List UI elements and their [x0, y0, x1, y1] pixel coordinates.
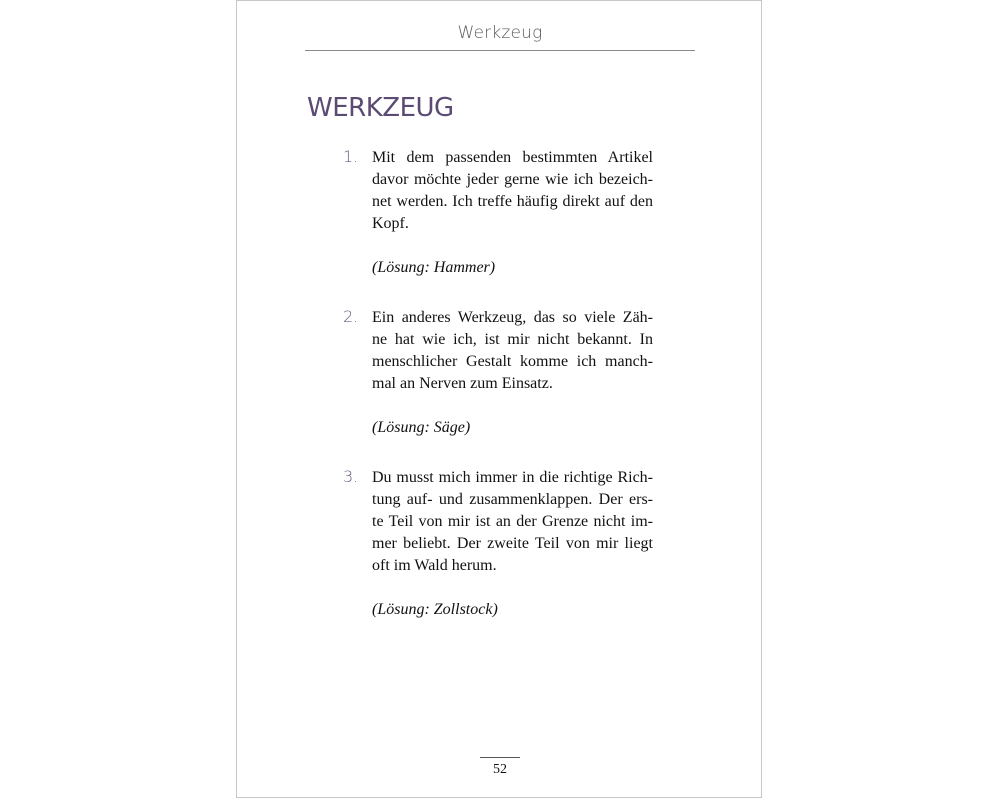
folio-rule — [480, 757, 520, 758]
riddle-line: tung auf- und zusammenklappen. Der ers- — [372, 491, 653, 508]
riddle-line: menschlicher Gestalt komme ich manch- — [372, 353, 653, 370]
page-number: 52 — [493, 762, 507, 777]
riddle-line: mer beliebt. Der zweite Teil von mir liegt — [372, 535, 653, 552]
running-head-rule — [305, 50, 695, 51]
riddle-line: davor möchte jeder gerne wie ich bezeich- — [372, 171, 653, 188]
riddle-line: Kopf. — [372, 215, 409, 232]
riddle-line: mal an Nerven zum Einsatz. — [372, 375, 553, 392]
book-page — [236, 0, 762, 798]
riddle-text — [372, 147, 653, 235]
running-head: Werkzeug — [457, 23, 543, 43]
riddle-number: 2. — [343, 307, 359, 326]
riddle-number: 1. — [343, 147, 359, 166]
riddle-solution: (Lösung: Hammer) — [372, 259, 496, 276]
riddle-item — [343, 467, 653, 621]
riddle-list — [343, 147, 653, 649]
riddle-line: ne hat wie ich, ist mir nicht bekannt. In — [372, 331, 653, 348]
riddle-number: 3. — [343, 467, 359, 486]
riddle-item — [343, 147, 653, 279]
riddle-text — [372, 467, 653, 577]
riddle-line: net werden. Ich treffe häufig direkt auf den — [372, 193, 653, 210]
riddle-text — [372, 307, 653, 395]
riddle-line: oft im Wald herum. — [372, 557, 497, 574]
riddle-line: Ein anderes Werkzeug, das so viele Zäh- — [372, 309, 653, 326]
riddle-solution: (Lösung: Zollstock) — [372, 601, 498, 618]
chapter-title: WERKZEUG — [307, 93, 454, 123]
riddle-solution: (Lösung: Säge) — [372, 419, 471, 436]
riddle-line: te Teil von mir ist an der Grenze nicht im- — [372, 513, 653, 530]
riddle-line: Du musst mich immer in die richtige Rich- — [372, 469, 653, 486]
riddle-line: Mit dem passenden bestimmten Artikel — [372, 149, 653, 166]
riddle-item — [343, 307, 653, 439]
